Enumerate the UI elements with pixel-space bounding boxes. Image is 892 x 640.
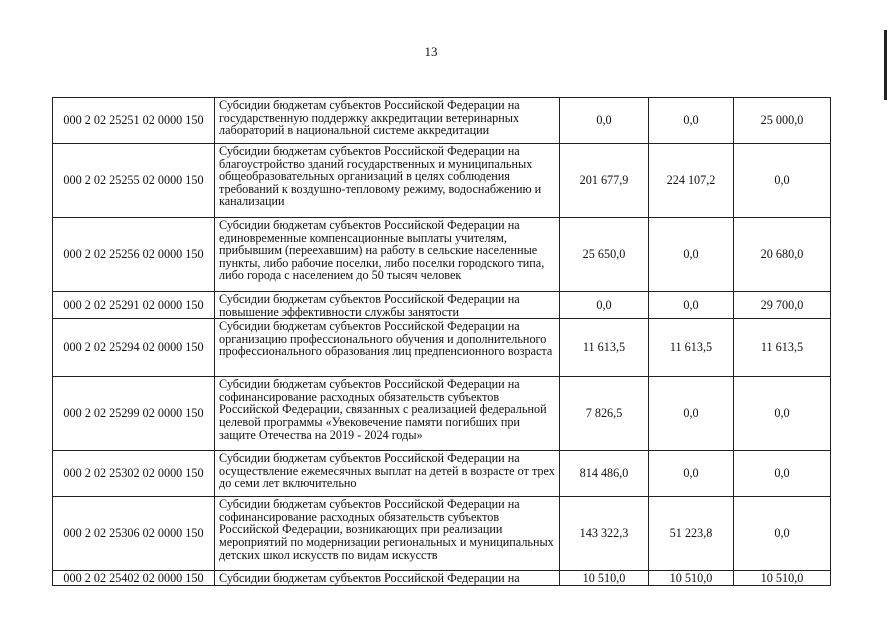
value-3: 25 000,0 [734,98,831,144]
value-1: 25 650,0 [560,218,649,292]
table-row [53,497,831,571]
page-number: 13 [424,44,438,59]
budget-table [52,97,831,586]
value-2: 51 223,8 [649,497,734,571]
description: Субсидии бюджетам субъектов Российской Федерации на осуществление ежемесячных выплат на детей в возрасте от трех до семи лет включительно [215,451,560,497]
description: Субсидии бюджетам субъектов Российской Федерации на [215,571,560,586]
value-3: 0,0 [734,144,831,218]
table-row [53,571,831,586]
description: Субсидии бюджетам субъектов Российской Федерации на софинансирование расходных обязательств субъектов Российской Федерации, связанных с реализацией федеральной целевой программы «Увековечение памяти погибших при защите Отечества на 2019 - 2024 годы» [215,377,560,451]
description: Субсидии бюджетам субъектов Российской Федерации на государственную поддержку аккредитации ветеринарных лабораторий в национальной системе аккредитации [215,98,560,144]
value-1: 7 826,5 [560,377,649,451]
value-1: 10 510,0 [560,571,649,586]
value-2: 0,0 [649,292,734,319]
budget-code: 000 2 02 25251 02 0000 150 [53,98,215,144]
value-2: 0,0 [649,451,734,497]
description: Субсидии бюджетам субъектов Российской Федерации на повышение эффективности службы занятости [215,292,560,319]
budget-code: 000 2 02 25256 02 0000 150 [53,218,215,292]
budget-code: 000 2 02 25306 02 0000 150 [53,497,215,571]
budget-code: 000 2 02 25291 02 0000 150 [53,292,215,319]
table-row [53,451,831,497]
value-2: 0,0 [649,218,734,292]
table-row [53,144,831,218]
value-3: 0,0 [734,497,831,571]
value-1: 0,0 [560,98,649,144]
value-3: 0,0 [734,451,831,497]
budget-code: 000 2 02 25402 02 0000 150 [53,571,215,586]
value-1: 143 322,3 [560,497,649,571]
table-row [53,218,831,292]
value-2: 224 107,2 [649,144,734,218]
description: Субсидии бюджетам субъектов Российской Федерации на софинансирование расходных обязательств субъектов Российской Федерации, возникающих при реализации мероприятий по модернизации региональных и муниципальных детских школ искусств по видам искусств [215,497,560,571]
table-row [53,98,831,144]
scan-edge-line [884,30,887,100]
value-2: 0,0 [649,377,734,451]
description: Субсидии бюджетам субъектов Российской Федерации на благоустройство зданий государственных и муниципальных общеобразовательных организаций в целях соблюдения требований к воздушно-тепловому режиму, водоснабжению и канализации [215,144,560,218]
budget-code: 000 2 02 25255 02 0000 150 [53,144,215,218]
value-1: 0,0 [560,292,649,319]
value-1: 814 486,0 [560,451,649,497]
budget-code: 000 2 02 25302 02 0000 150 [53,451,215,497]
description: Субсидии бюджетам субъектов Российской Федерации на единовременные компенсационные выплаты учителям, прибывшим (переехавшим) на работу в сельские населенные пункты, либо рабочие поселки, либо поселки городского типа, либо города с населением до 50 тысяч человек [215,218,560,292]
value-3: 29 700,0 [734,292,831,319]
table-row [53,377,831,451]
budget-code: 000 2 02 25299 02 0000 150 [53,377,215,451]
value-3: 0,0 [734,377,831,451]
value-3: 20 680,0 [734,218,831,292]
value-1: 11 613,5 [560,319,649,377]
value-2: 10 510,0 [649,571,734,586]
value-3: 11 613,5 [734,319,831,377]
description: Субсидии бюджетам субъектов Российской Федерации на организацию профессионального обучения и дополнительного профессионального образования лиц предпенсионного возраста [215,319,560,377]
value-3: 10 510,0 [734,571,831,586]
value-1: 201 677,9 [560,144,649,218]
value-2: 0,0 [649,98,734,144]
value-2: 11 613,5 [649,319,734,377]
budget-code: 000 2 02 25294 02 0000 150 [53,319,215,377]
table-row [53,319,831,377]
table-row [53,292,831,319]
